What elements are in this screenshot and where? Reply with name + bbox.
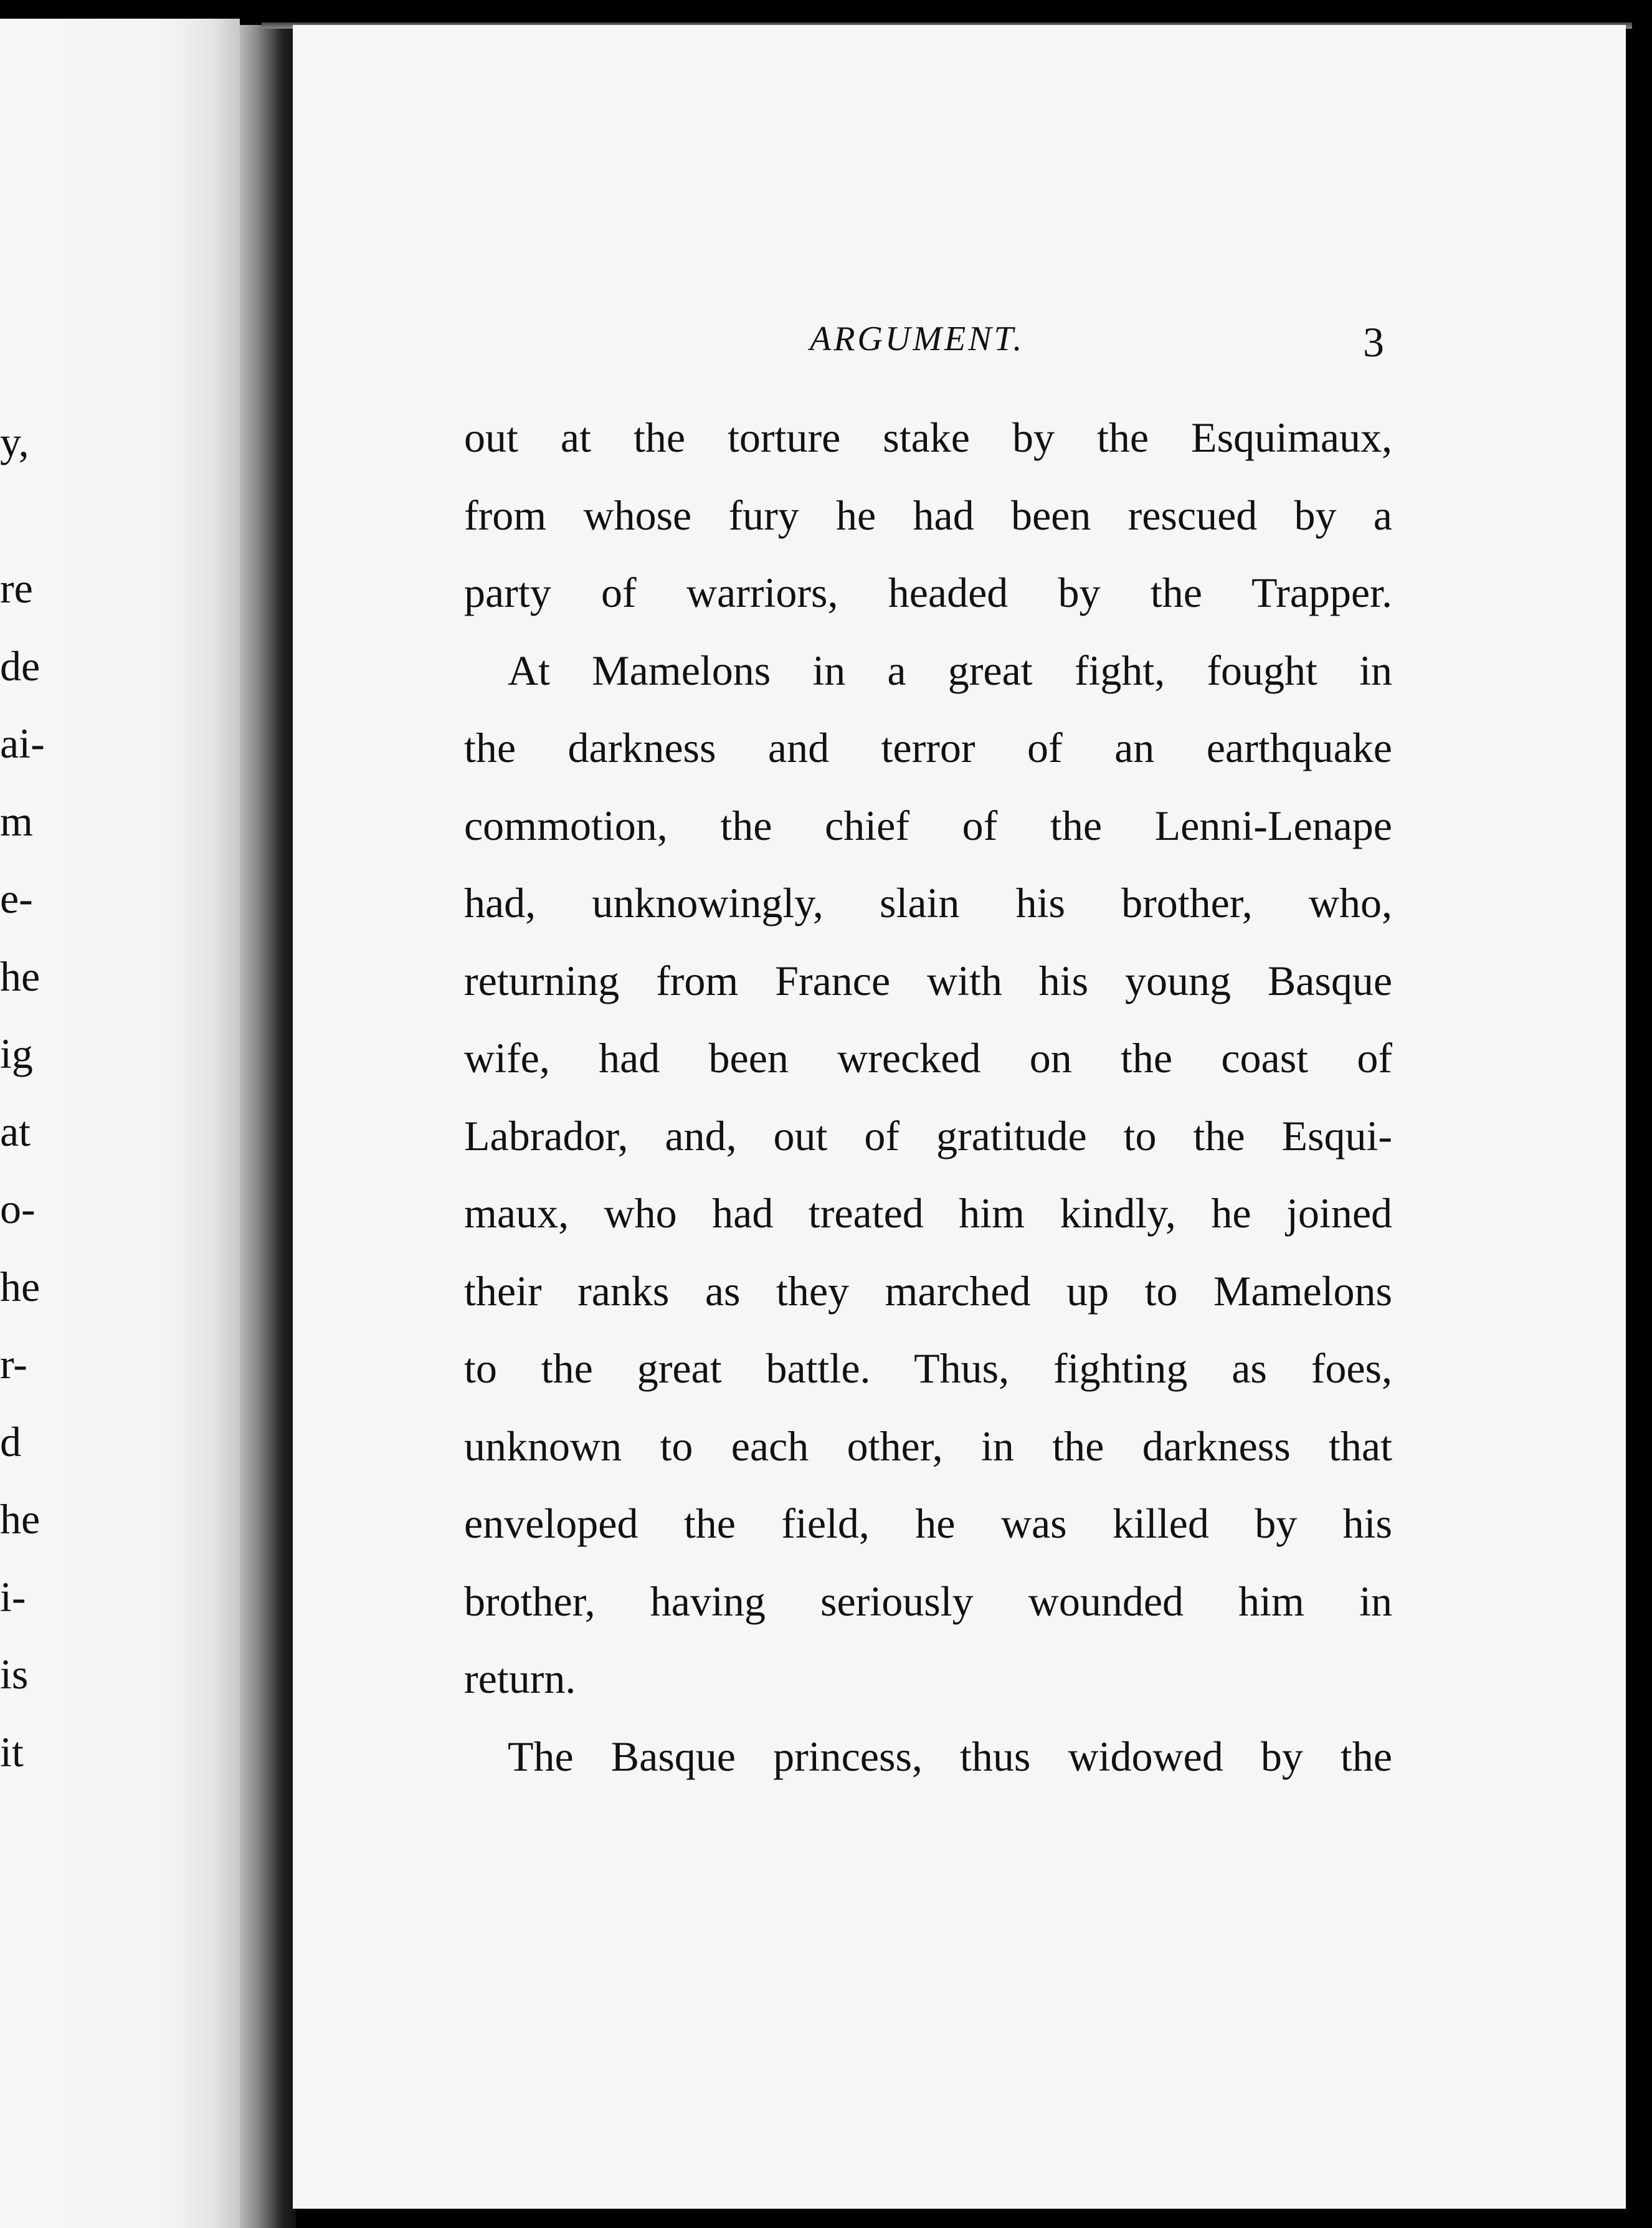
text-line: out at the torture stake by the Esquimaux, bbox=[464, 414, 1392, 461]
text-line: to the great battle. Thus, fighting as foes, bbox=[464, 1345, 1392, 1392]
previous-page-fragment: de bbox=[0, 642, 40, 690]
previous-page-fragment: r- bbox=[0, 1340, 27, 1388]
text-line: commotion, the chief of the Lenni-Lenape bbox=[464, 801, 1392, 849]
text-line: the darkness and terror of an earthquake bbox=[464, 724, 1392, 771]
previous-page-fragment: m bbox=[0, 797, 33, 845]
previous-page-fragment: he bbox=[0, 1262, 40, 1310]
previous-page-fragment: d bbox=[0, 1417, 21, 1465]
text-line: return. bbox=[464, 1655, 576, 1702]
text-line: brother, having seriously wounded him in bbox=[464, 1577, 1392, 1625]
text-line: maux, who had treated him kindly, he joined bbox=[464, 1189, 1392, 1237]
previous-page-fragment: y, bbox=[0, 418, 29, 465]
previous-page-fragment: re bbox=[0, 564, 33, 612]
running-head: ARGUMENT. bbox=[810, 320, 1025, 358]
text-line: Labrador, and, out of gratitude to the Esqui- bbox=[464, 1112, 1392, 1159]
text-line: unknown to each other, in the darkness that bbox=[464, 1422, 1392, 1470]
page-number: 3 bbox=[1363, 318, 1384, 366]
previous-page-fragment: ig bbox=[0, 1030, 33, 1077]
text-line: party of warriors, headed by the Trapper. bbox=[464, 569, 1392, 616]
previous-page bbox=[0, 19, 240, 2228]
text-line: The Basque princess, thus widowed by the bbox=[508, 1732, 1392, 1780]
previous-page-fragment: he bbox=[0, 1495, 40, 1543]
body-text bbox=[464, 399, 1392, 1795]
previous-page-fragment: at bbox=[0, 1107, 31, 1155]
text-line: had, unknowingly, slain his brother, who, bbox=[464, 879, 1392, 926]
text-line: enveloped the field, he was killed by his bbox=[464, 1500, 1392, 1547]
previous-page-fragment: o- bbox=[0, 1185, 36, 1232]
binding-gutter bbox=[240, 25, 296, 2228]
previous-page-fragment: i- bbox=[0, 1573, 26, 1621]
previous-page-fragment: it bbox=[0, 1728, 24, 1776]
text-line: wife, had been wrecked on the coast of bbox=[464, 1034, 1392, 1082]
previous-page-fragment: is bbox=[0, 1650, 29, 1698]
text-line: their ranks as they marched up to Mamelons bbox=[464, 1267, 1392, 1315]
previous-page-fragment: e- bbox=[0, 875, 33, 922]
previous-page-text-fragments bbox=[0, 19, 75, 2228]
text-line: At Mamelons in a great fight, fought in bbox=[508, 646, 1392, 694]
text-line: returning from France with his young Basque bbox=[464, 956, 1392, 1004]
previous-page-fragment: he bbox=[0, 952, 40, 1000]
text-line: from whose fury he had been rescued by a bbox=[464, 491, 1392, 539]
previous-page-fragment: ai- bbox=[0, 720, 45, 767]
